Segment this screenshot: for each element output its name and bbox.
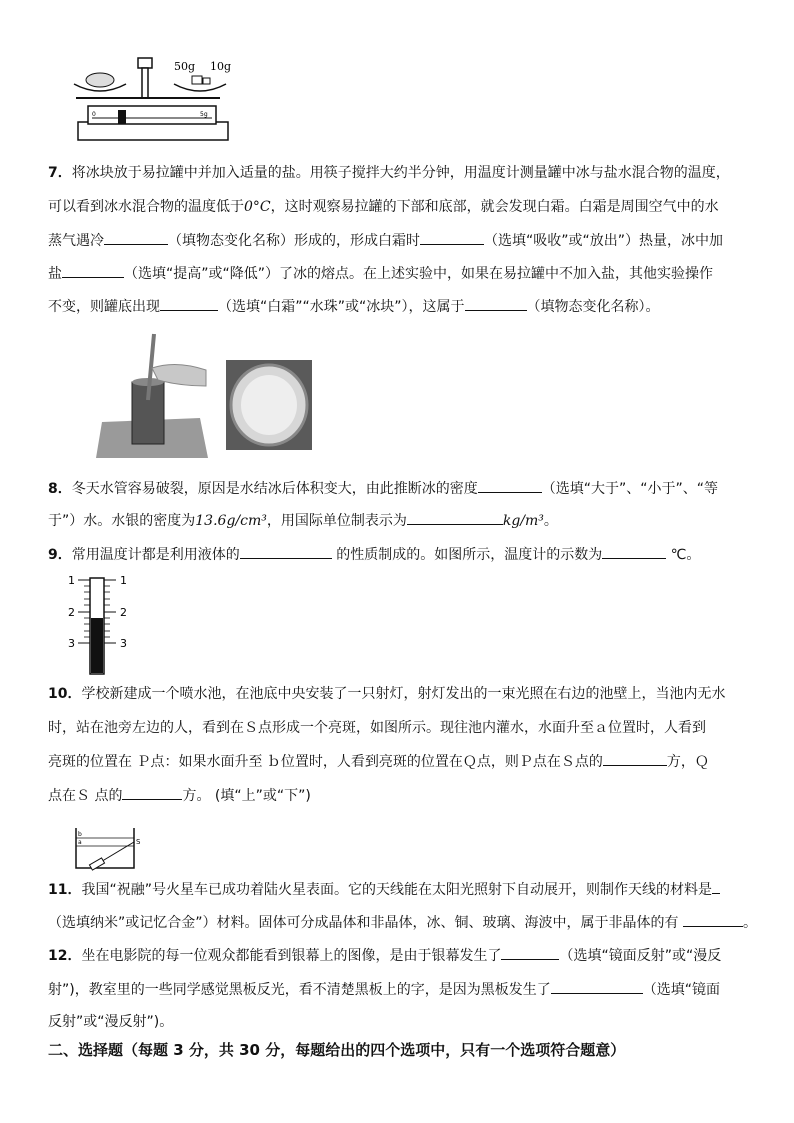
q11-text-2b: 。 [742, 915, 757, 931]
q12-text-1a: 坐在电影院的每一位观众都能看到银幕上的图像，是由于银幕发生了 [81, 948, 502, 964]
q7-line5 [48, 296, 660, 317]
q7-text-3a: 蒸气遇冷 [48, 233, 104, 249]
q7-text-3c: （选填“吸收”或“放出”）热量，冰中加 [484, 233, 724, 249]
can-photo [96, 330, 210, 460]
q7-text-4a: 盐 [48, 266, 62, 282]
q7-blank-3[interactable] [62, 263, 124, 278]
tick-left-1: 1 [68, 574, 75, 587]
point-s: S [136, 838, 141, 846]
q8-blank-2[interactable] [407, 510, 503, 525]
q7-text-1: 将冰块放于易拉罐中并加入适量的盐。用筷子搅拌大约半分钟，用温度计测量罐中冰与盐水混合物的温度， [71, 165, 730, 181]
q7-text-5c: （填物态变化名称）。 [526, 299, 660, 315]
q10-line3 [48, 751, 709, 772]
q10-text-2: 时，站在池旁左边的人，看到在Ｓ点形成一个亮斑，如图所示。现往池内灌水，水面升至ａ位置时，人看到 [48, 720, 706, 736]
q9-line1 [48, 544, 700, 565]
q12-blank-2[interactable] [551, 979, 643, 994]
q8-line2 [48, 510, 558, 531]
weight-50g: 50g [174, 60, 196, 73]
q12-text-2b: （选填“镜面 [642, 982, 720, 998]
q11-blank-2[interactable] [683, 912, 743, 927]
q7-line4 [48, 263, 713, 284]
q12-number: 12． [48, 948, 82, 964]
tick-left-3: 3 [68, 637, 75, 650]
q7-line1 [48, 163, 730, 183]
level-a: a [78, 839, 82, 846]
q7-blank-4[interactable] [160, 296, 218, 311]
q10-text-4a: 点在Ｓ 点的 [48, 788, 123, 804]
q7-text-2b: ，这时观察易拉罐的下部和底部，就会发现白霜。白霜是周围空气中的水 [270, 199, 719, 215]
q7-text-2a: 可以看到冰水混合物的温度低于 [48, 199, 244, 215]
level-b: b [78, 831, 82, 838]
q7-temp: 0°C [244, 199, 271, 215]
q9-blank-1[interactable] [240, 544, 332, 559]
q11-text-2a: （选填纳米”或记忆合金”）材料。固体可分成晶体和非晶体，冰、铜、玻璃、海波中，属于非晶体的有 [48, 915, 679, 931]
q8-text-1b: （选填“大于”、“小于”、“等 [541, 481, 719, 497]
q9-blank-2[interactable] [602, 544, 666, 559]
q12-text-3: 反射”或“漫反射”)。 [48, 1014, 174, 1030]
q10-blank-1[interactable] [603, 751, 667, 766]
balance-figure [70, 54, 240, 146]
q11-line1 [48, 879, 720, 900]
q9-text-1a: 常用温度计都是利用液体的 [71, 547, 240, 563]
q10-line2 [48, 718, 706, 738]
q7-text-5a: 不变，则罐底出现 [48, 299, 160, 315]
scale-five: 5g [200, 111, 208, 118]
q7-blank-2[interactable] [420, 230, 484, 245]
q10-line4 [48, 785, 311, 806]
pool-figure [72, 826, 144, 872]
q12-line2 [48, 979, 720, 1000]
q10-text-1: 学校新建成一个喷水池，在池底中央安装了一只射灯，射灯发出的一束光照在右边的池壁上，当池内无水 [81, 686, 726, 702]
q10-text-3b: 方，Ｑ [666, 754, 709, 770]
q12-line1 [48, 945, 721, 966]
frost-photo [226, 360, 312, 450]
q12-text-2a: 射”)，教室里的一些同学感觉黑板反光，看不清楚黑板上的字，是因为黑板发生了 [48, 982, 551, 998]
q7-text-3b: （填物态变化名称）形成的，形成白霜时 [168, 233, 420, 249]
q7-text-4b: （选填“提高”或“降低”）了冰的熔点。在上述实验中，如果在易拉罐中不加入盐，其他实验操作 [124, 266, 714, 282]
q7-blank-5[interactable] [465, 296, 527, 311]
q10-blank-2[interactable] [122, 785, 182, 800]
q8-text-2b: ，用国际单位制表示为 [266, 513, 407, 529]
q7-number: 7． [48, 165, 72, 181]
q8-text-2c: 。 [543, 513, 558, 529]
q8-number: 8． [48, 481, 72, 497]
scale-zero: 0 [92, 111, 96, 118]
q7-line2 [48, 197, 719, 217]
q7-blank-1[interactable] [104, 230, 168, 245]
tick-right-2: 2 [120, 606, 127, 619]
q8-text-1a: 冬天水管容易破裂，原因是水结冰后体积变大，由此推断冰的密度 [71, 481, 478, 497]
section-2-heading: 二、选择题（每题 3 分，共 30 分，每题给出的四个选项中，只有一个选项符合题意） [48, 1041, 626, 1059]
q8-blank-1[interactable] [478, 478, 542, 493]
tick-right-1: 1 [120, 574, 127, 587]
q12-blank-1[interactable] [501, 945, 559, 960]
q11-blank-1[interactable] [712, 879, 720, 894]
q10-text-3: 亮斑的位置在 Ｐ点：如果水面升至 ｂ位置时，人看到亮斑的位置在Ｑ点，则Ｐ点在Ｓ点的 [48, 754, 603, 770]
q12-line3 [48, 1012, 173, 1032]
q12-text-1b: （选填“镜面反射”或“漫反 [559, 948, 722, 964]
q10-number: 10． [48, 686, 82, 702]
weight-10g: 10g [210, 60, 232, 73]
q10-line1 [48, 684, 725, 704]
q9-text-1c: ℃。 [666, 547, 701, 563]
q8-text-2a: 于”）水。水银的密度为 [48, 513, 196, 529]
tick-right-3: 3 [120, 637, 127, 650]
thermometer-figure [60, 570, 140, 678]
tick-left-2: 2 [68, 606, 75, 619]
q8-density: 13.6g/cm³ [195, 513, 267, 529]
q9-number: 9． [48, 547, 72, 563]
q8-unit: kg/m³ [502, 513, 544, 529]
q10-text-4b: 方。 (填“上”或“下”) [182, 788, 311, 804]
q7-line3 [48, 230, 723, 251]
q11-number: 11． [48, 882, 82, 898]
q11-text-1: 我国“祝融”号火星车已成功着陆火星表面。它的天线能在太阳光照射下自动展开，则制作天线的材料是 [81, 882, 712, 898]
q7-text-5b: （选填“白霜”“水珠”或“冰块”），这属于 [218, 299, 465, 315]
q11-line2 [48, 912, 757, 933]
q8-line1 [48, 478, 718, 499]
q9-text-1b: 的性质制成的。如图所示，温度计的示数为 [331, 547, 603, 563]
